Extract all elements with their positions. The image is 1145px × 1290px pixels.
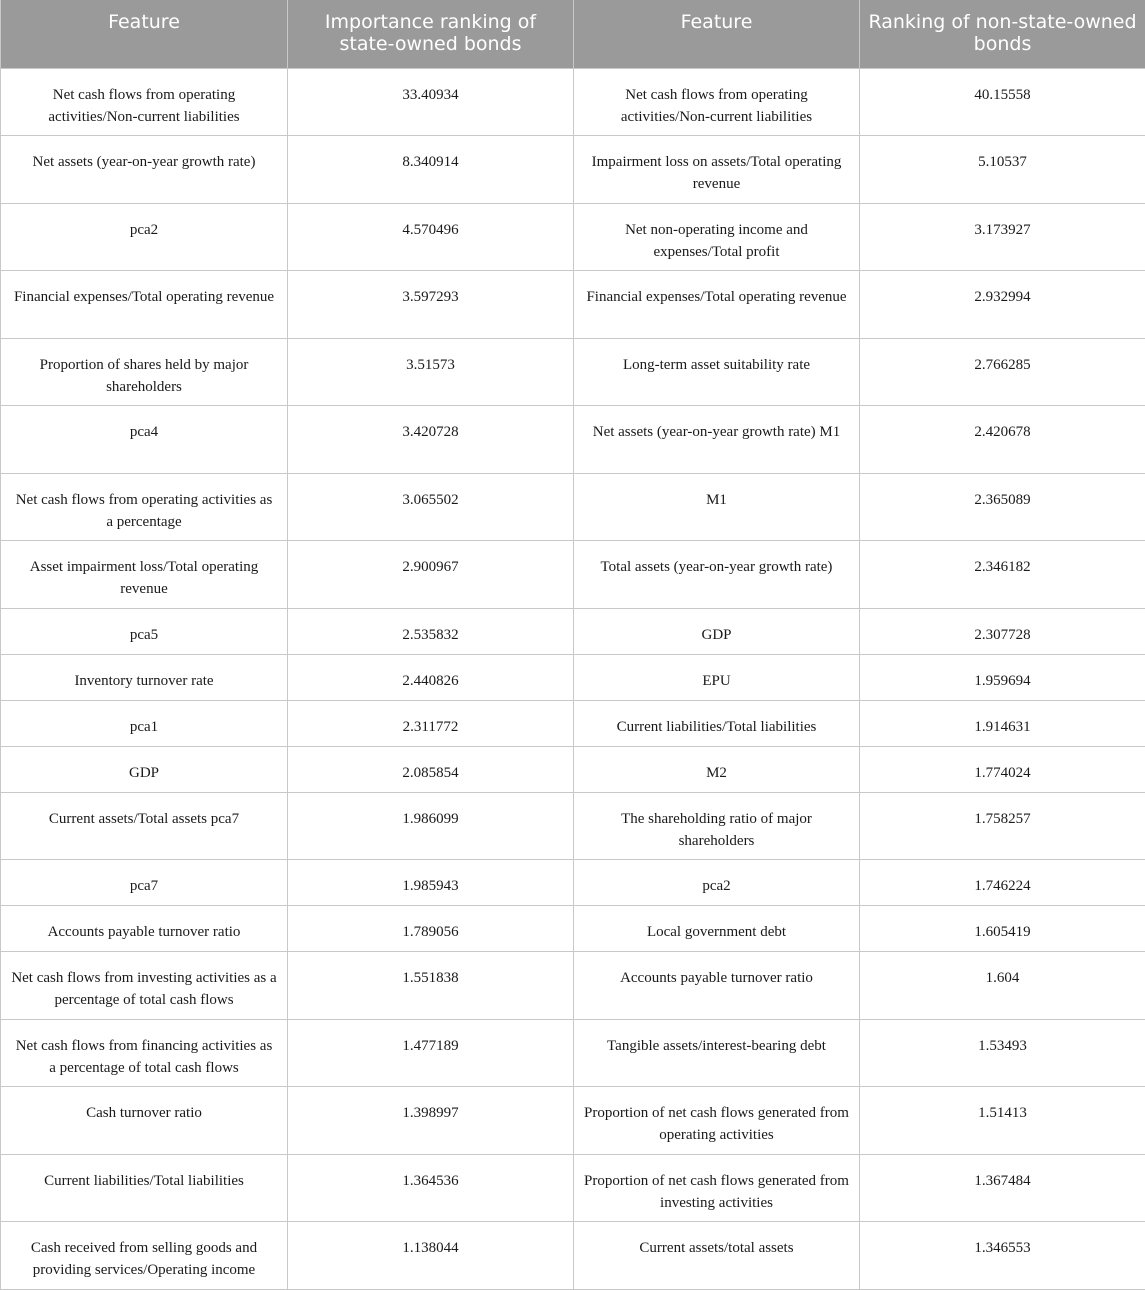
non-state-feature-cell: Financial expenses/Total operating revenue	[574, 271, 860, 339]
table-row	[1, 654, 1145, 700]
table-row	[1, 68, 1145, 136]
table-row	[1, 541, 1145, 609]
non-state-ranking-cell: 1.53493	[860, 1019, 1145, 1087]
state-feature-cell: Cash received from selling goods and providing services/Operating income	[1, 1222, 288, 1290]
non-state-ranking-cell: 2.420678	[860, 406, 1145, 474]
header-ranking-non-state-owned: Ranking of non-state-owned bonds	[860, 0, 1145, 68]
state-importance-cell: 2.535832	[288, 608, 574, 654]
non-state-ranking-cell: 1.346553	[860, 1222, 1145, 1290]
state-importance-cell: 1.986099	[288, 792, 574, 860]
non-state-feature-cell: Net cash flows from operating activities/Non-current liabilities	[574, 68, 860, 136]
state-importance-cell: 2.440826	[288, 654, 574, 700]
non-state-feature-cell: Tangible assets/interest-bearing debt	[574, 1019, 860, 1087]
state-feature-cell: Cash turnover ratio	[1, 1087, 288, 1155]
non-state-feature-cell: Proportion of net cash flows generated from investing activities	[574, 1154, 860, 1222]
non-state-ranking-cell: 5.10537	[860, 136, 1145, 204]
non-state-feature-cell: Net non-operating income and expenses/Total profit	[574, 203, 860, 271]
state-importance-cell: 1.364536	[288, 1154, 574, 1222]
non-state-ranking-cell: 2.346182	[860, 541, 1145, 609]
state-feature-cell: pca2	[1, 203, 288, 271]
non-state-feature-cell: M1	[574, 473, 860, 541]
state-feature-cell: pca1	[1, 700, 288, 746]
non-state-feature-cell: Local government debt	[574, 906, 860, 952]
non-state-feature-cell: Total assets (year-on-year growth rate)	[574, 541, 860, 609]
state-importance-cell: 3.597293	[288, 271, 574, 339]
table-row	[1, 473, 1145, 541]
state-importance-cell: 1.477189	[288, 1019, 574, 1087]
table-row	[1, 608, 1145, 654]
non-state-feature-cell: Impairment loss on assets/Total operating revenue	[574, 136, 860, 204]
non-state-ranking-cell: 1.746224	[860, 860, 1145, 906]
non-state-ranking-cell: 1.774024	[860, 746, 1145, 792]
state-feature-cell: Net cash flows from operating activities/Non-current liabilities	[1, 68, 288, 136]
table-row	[1, 271, 1145, 339]
table-row	[1, 203, 1145, 271]
state-importance-cell: 1.985943	[288, 860, 574, 906]
state-feature-cell: pca7	[1, 860, 288, 906]
state-feature-cell: Current assets/Total assets pca7	[1, 792, 288, 860]
table-header	[1, 0, 1145, 68]
table-row	[1, 792, 1145, 860]
non-state-ranking-cell: 1.605419	[860, 906, 1145, 952]
state-importance-cell: 3.065502	[288, 473, 574, 541]
non-state-feature-cell: Current assets/total assets	[574, 1222, 860, 1290]
state-importance-cell: 4.570496	[288, 203, 574, 271]
non-state-ranking-cell: 1.367484	[860, 1154, 1145, 1222]
non-state-ranking-cell: 2.932994	[860, 271, 1145, 339]
state-feature-cell: Financial expenses/Total operating revenue	[1, 271, 288, 339]
state-importance-cell: 3.420728	[288, 406, 574, 474]
non-state-ranking-cell: 40.15558	[860, 68, 1145, 136]
non-state-ranking-cell: 2.365089	[860, 473, 1145, 541]
table-row	[1, 1222, 1145, 1290]
header-row	[1, 0, 1145, 68]
non-state-ranking-cell: 3.173927	[860, 203, 1145, 271]
non-state-feature-cell: Current liabilities/Total liabilities	[574, 700, 860, 746]
state-feature-cell: Net cash flows from operating activities as a percentage	[1, 473, 288, 541]
state-importance-cell: 33.40934	[288, 68, 574, 136]
table-row	[1, 746, 1145, 792]
state-feature-cell: Current liabilities/Total liabilities	[1, 1154, 288, 1222]
header-feature-non-state: Feature	[574, 0, 860, 68]
table-row	[1, 860, 1145, 906]
non-state-ranking-cell: 1.51413	[860, 1087, 1145, 1155]
non-state-ranking-cell: 2.766285	[860, 338, 1145, 406]
state-importance-cell: 8.340914	[288, 136, 574, 204]
non-state-feature-cell: The shareholding ratio of major shareholders	[574, 792, 860, 860]
table-row	[1, 136, 1145, 204]
table-row	[1, 406, 1145, 474]
non-state-feature-cell: M2	[574, 746, 860, 792]
state-importance-cell: 1.398997	[288, 1087, 574, 1155]
non-state-ranking-cell: 1.604	[860, 952, 1145, 1020]
non-state-feature-cell: Long-term asset suitability rate	[574, 338, 860, 406]
table-row	[1, 1019, 1145, 1087]
non-state-ranking-cell: 2.307728	[860, 608, 1145, 654]
state-feature-cell: pca4	[1, 406, 288, 474]
state-feature-cell: Net cash flows from investing activities as a percentage of total cash flows	[1, 952, 288, 1020]
table-row	[1, 906, 1145, 952]
non-state-feature-cell: Accounts payable turnover ratio	[574, 952, 860, 1020]
non-state-ranking-cell: 1.758257	[860, 792, 1145, 860]
state-feature-cell: Inventory turnover rate	[1, 654, 288, 700]
non-state-ranking-cell: 1.959694	[860, 654, 1145, 700]
table-body	[1, 68, 1145, 1289]
state-importance-cell: 2.085854	[288, 746, 574, 792]
state-importance-cell: 1.789056	[288, 906, 574, 952]
state-feature-cell: Accounts payable turnover ratio	[1, 906, 288, 952]
table-row	[1, 700, 1145, 746]
state-importance-cell: 2.311772	[288, 700, 574, 746]
state-importance-cell: 2.900967	[288, 541, 574, 609]
header-feature-state: Feature	[1, 0, 288, 68]
table-row	[1, 952, 1145, 1020]
non-state-feature-cell: Net assets (year-on-year growth rate) M1	[574, 406, 860, 474]
non-state-ranking-cell: 1.914631	[860, 700, 1145, 746]
state-importance-cell: 1.551838	[288, 952, 574, 1020]
state-feature-cell: Net assets (year-on-year growth rate)	[1, 136, 288, 204]
state-importance-cell: 1.138044	[288, 1222, 574, 1290]
non-state-feature-cell: pca2	[574, 860, 860, 906]
table-row	[1, 338, 1145, 406]
state-feature-cell: pca5	[1, 608, 288, 654]
non-state-feature-cell: EPU	[574, 654, 860, 700]
non-state-feature-cell: Proportion of net cash flows generated from operating activities	[574, 1087, 860, 1155]
table-row	[1, 1154, 1145, 1222]
non-state-feature-cell: GDP	[574, 608, 860, 654]
state-importance-cell: 3.51573	[288, 338, 574, 406]
header-importance-state-owned: Importance ranking of state-owned bonds	[288, 0, 574, 68]
table-row	[1, 1087, 1145, 1155]
state-feature-cell: Proportion of shares held by major shareholders	[1, 338, 288, 406]
state-feature-cell: Net cash flows from financing activities as a percentage of total cash flows	[1, 1019, 288, 1087]
state-feature-cell: Asset impairment loss/Total operating revenue	[1, 541, 288, 609]
state-feature-cell: GDP	[1, 746, 288, 792]
